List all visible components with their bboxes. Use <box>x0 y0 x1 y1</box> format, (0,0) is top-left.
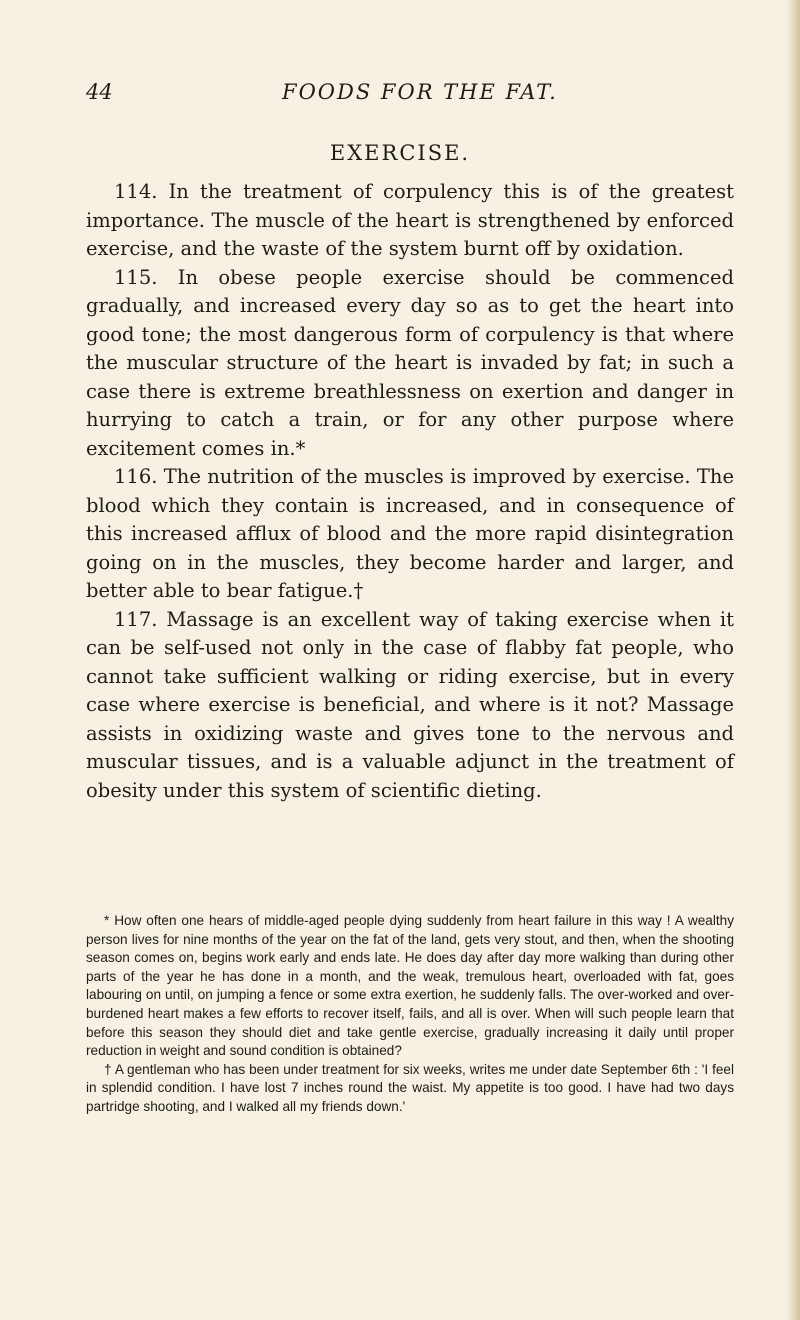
page-header <box>86 80 740 110</box>
paragraph-115: 115. In obese people exercise should be commenced gradually, and increased every day so as to get the heart into good tone; the most dangerous form of corpulency is that where the muscular structure of the heart is invaded by fat; in such a case there is extreme breathlessness on exertion and danger in hurrying to catch a train, or for any other purpose where excitement comes in.* <box>86 265 734 460</box>
body-text <box>86 178 734 805</box>
paragraph-117: 117. Massage is an excellent way of taking exercise when it can be self-used not only in the case of flabby fat people, who cannot take sufficient walking or riding exercise, but in every case where exercise is beneficial, and where is it not? Massage assists in oxidizing waste and gives tone to the nervous and muscular tissues, and is a valuable adjunct in the treatment of obesity under this system of scientific dieting. <box>86 607 734 802</box>
page-number: 44 <box>86 80 113 104</box>
page-edge-shadow <box>786 0 800 1320</box>
running-title: FOODS FOR THE FAT. <box>282 80 558 104</box>
footnotes <box>86 912 734 1117</box>
paragraph-114: 114. In the treatment of corpulency this is of the greatest importance. The muscle of the heart is strengthened by enforced exercise, and the waste of the system burnt off by oxidation. <box>86 180 734 260</box>
paragraph-116: 116. The nutrition of the muscles is improved by exercise. The blood which they contain is increased, and in consequence of this increased afflux of blood and the more rapid disintegration going on in the muscles, they become harder and larger, and better able to bear fatigue.† <box>86 465 734 602</box>
section-title: EXERCISE. <box>329 141 471 165</box>
footnote-dagger: † A gentleman who has been under treatment for six weeks, writes me under date September 6th : 'I feel in splendid condition. I have lost 7 inches round the waist. My appetite is too good. I have had two days partridge shooting, and I walked all my friends down.' <box>86 1061 734 1114</box>
footnote-asterisk: * How often one hears of middle-aged people dying suddenly from heart failure in this way ! A wealthy person lives for nine months of the year on the fat of the land, gets very stout, and then, when the shooting season comes on, begins work early and ends late. He does day after day more walking than during other parts of the year he has done in a month, and the weak, tremulous heart, overloaded with fat, goes labouring on until, on jumping a fence or some extra exertion, he suddenly falls. The over-worked and over-burdened heart makes a few efforts to recover itself, fails, and all is over. When will such people learn that before this season they should diet and take gentle exercise, gradually increasing it daily until proper reduction in weight and sound condition is obtained? <box>86 913 734 1059</box>
